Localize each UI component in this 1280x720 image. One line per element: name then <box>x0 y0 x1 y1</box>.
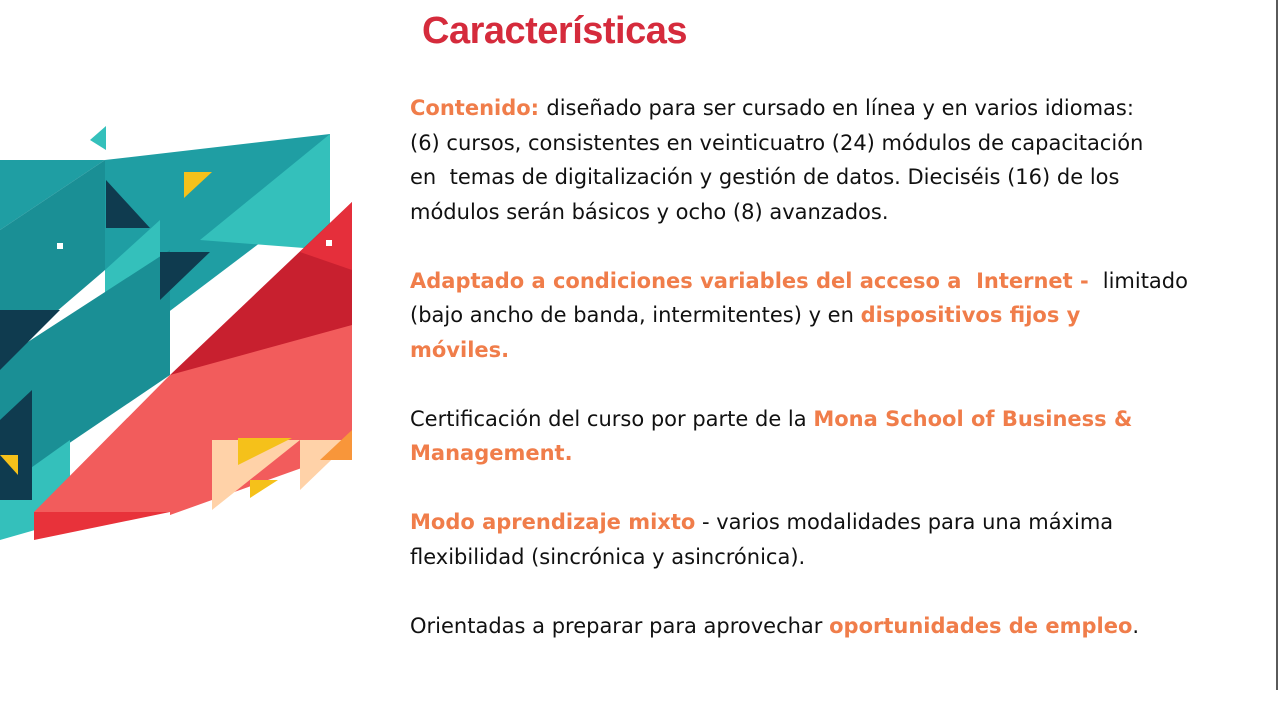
text-line <box>410 264 1270 299</box>
paragraph-oportunidades <box>410 609 1270 644</box>
paragraph-certificacion <box>410 402 1270 471</box>
highlight-text: Adaptado a condiciones variables del acceso a Internet - <box>410 268 1097 293</box>
highlight-text: Management. <box>410 441 573 465</box>
text-line <box>410 126 1270 161</box>
paragraph-contenido <box>410 91 1270 229</box>
text-line <box>410 540 1270 575</box>
highlight-text: Contenido: <box>410 96 547 120</box>
text-line <box>410 609 1270 644</box>
white-dot-left <box>57 243 63 249</box>
text-line <box>410 298 1270 333</box>
body-text: . <box>1132 613 1140 638</box>
text-line <box>410 160 1270 195</box>
text-line <box>410 91 1270 126</box>
body-text: (6) cursos, consistentes en veinticuatro (24) módulos de capacitación <box>410 130 1144 155</box>
body-text: Certificación del curso por parte de la <box>410 406 814 431</box>
text-line <box>410 333 1270 368</box>
white-dot-right <box>326 240 332 246</box>
yellow-triangle-small <box>250 480 278 498</box>
body-text: diseñado para ser cursado en línea y en varios idiomas: <box>546 96 1134 120</box>
teal-small-triangle <box>90 126 106 150</box>
highlight-text: móviles. <box>410 337 510 362</box>
slide-right-border <box>1276 0 1278 690</box>
body-text: - varios modalidades para una máxima <box>695 510 1114 534</box>
body-text: en temas de digitalización y gestión de datos. Dieciséis (16) de los <box>410 165 1120 189</box>
text-line <box>410 195 1270 230</box>
text-line <box>410 402 1270 437</box>
paragraph-modo-mixto <box>410 505 1270 574</box>
geometric-decoration <box>0 120 360 550</box>
highlight-text: Mona School of Business & <box>813 406 1133 431</box>
slide-body <box>410 91 1270 678</box>
body-text: (bajo ancho de banda, intermitentes) y en <box>410 303 861 327</box>
body-text: Orientadas a preparar para aprovechar <box>410 613 830 638</box>
slide-title: Características <box>422 10 688 52</box>
text-line <box>410 436 1270 471</box>
body-text: módulos serán básicos y ocho (8) avanzados. <box>410 199 889 224</box>
highlight-text: Modo aprendizaje mixto <box>410 510 696 534</box>
body-text: limitado <box>1096 268 1188 293</box>
paragraph-adaptado <box>410 264 1270 368</box>
coral-base <box>34 512 170 540</box>
text-line <box>410 505 1270 540</box>
body-text: flexibilidad (sincrónica y asincrónica). <box>410 544 806 569</box>
highlight-text: oportunidades de empleo <box>829 613 1133 638</box>
highlight-text: dispositivos fijos y <box>860 303 1081 327</box>
